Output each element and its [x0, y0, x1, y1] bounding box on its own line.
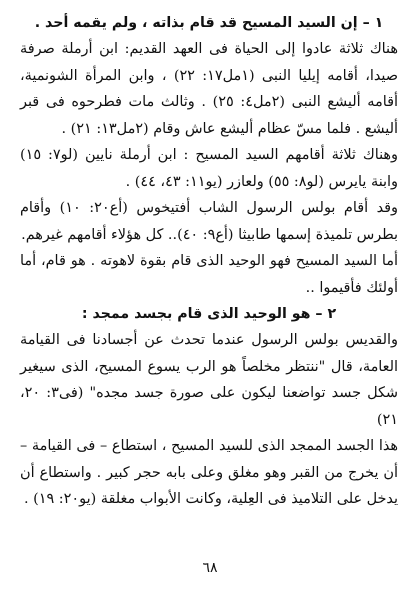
section-1-paragraph-1: هناك ثلاثة عادوا إلى الحياة فى العهد القديم: ابن أرملة صرفة صيدا، أقامه إيليا النبى (١مل١٧: ٢٢) ، وابن المرأة الشونمية، أقامه أليشع النبى (٢مل٤: ٢٥) . وثالث مات فطرحوه فى قبر أليشع . فلما مسّ عظام أليشع عاش وقام (٢مل١٣: ٢١) . [20, 41, 398, 137]
section-2-paragraph-2: هذا الجسد الممجد الذى للسيد المسيح ، استطاع – فى القيامة – أن يخرج من القبر وهو مغلق وعلى بابه حجر كبير . واستطاع أن يدخل على التلاميذ فى العِلية، وكانت الأبواب مغلقة (يو٢٠: ١٩) . [20, 438, 398, 507]
page-number: ٦٨ [202, 560, 218, 576]
section-1-paragraph-3: وقد أقام بولس الرسول الشاب أفتيخوس (أع٢٠: ١٠) وأقام بطرس تلميذة إسمها طابيثا (أع٩: ٤٠).. كل هؤلاء أقامهم غيرهم. [20, 200, 398, 243]
section-2-heading: ٢ – هو الوحيد الذى قام بجسد ممجد : [81, 306, 337, 322]
section-1-paragraph-4: أما السيد المسيح فهو الوحيد الذى قام بقوة لاهوته . هو قام، أما أولئك فأقيموا .. [20, 253, 398, 296]
section-1-heading: ١ – إن السيد المسيح قد قام بذاته ، ولم يقمه أحد . [34, 15, 384, 31]
section-1-paragraph-2: وهناك ثلاثة أقامهم السيد المسيح : ابن أرملة نايين (لو٧: ١٥) وابنة يايرس (لو٨: ٥٥) ولعازر (يو١١: ٤٣، ٤٤) . [20, 147, 398, 190]
section-2-paragraph-1: والقديس بولس الرسول عندما تحدث عن أجسادنا فى القيامة العامة، قال "ننتظر مخلصاً هو الرب يسوع المسيح، الذى سيغير شكل جسد تواضعنا ليكون على صورة جسد مجده" (فى٣: ٢٠، ٢١) [20, 332, 398, 428]
